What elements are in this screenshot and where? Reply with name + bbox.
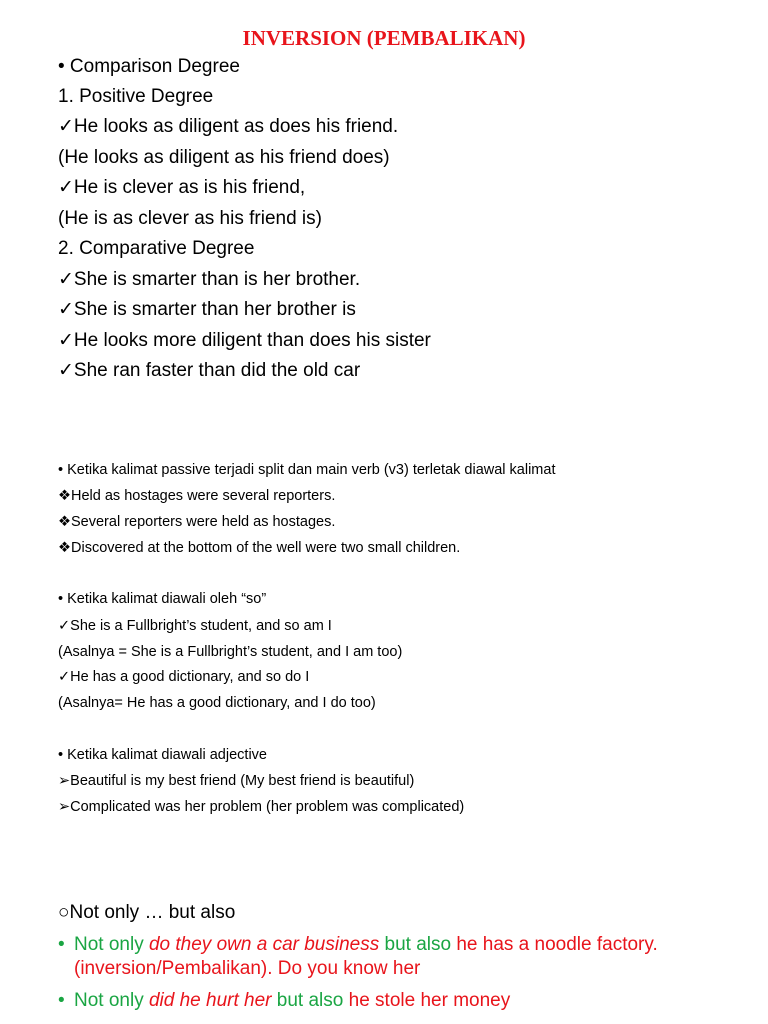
line: ➢Beautiful is my best friend (My best friend is beautiful) — [58, 773, 415, 789]
line: • Comparison Degree — [58, 56, 240, 77]
line: (Asalnya = She is a Fullbright’s student, and I am too) — [58, 644, 403, 660]
line: ➢Complicated was her problem (her problem was complicated) — [58, 799, 465, 815]
line: 1. Positive Degree — [58, 86, 214, 107]
line: ✓She is a Fullbright’s student, and so am I — [58, 618, 332, 634]
not-only-item-1-continuation: (inversion/Pembalikan). Do you know her — [74, 958, 421, 979]
line: 2. Comparative Degree — [58, 238, 255, 259]
line: ✓He is clever as is his friend, — [58, 177, 306, 198]
line: ✓She is smarter than her brother is — [58, 299, 356, 320]
line: ✓He looks as diligent as does his friend. — [58, 116, 399, 137]
not-only-item-2 — [58, 989, 510, 1013]
text-segment: did he hurt her — [148, 990, 272, 1011]
line: ✓She ran faster than did the old car — [58, 360, 361, 381]
not-only-item-1 — [58, 933, 658, 957]
page-title: INVERSION (PEMBALIKAN) — [242, 26, 526, 50]
green-bullet: • — [58, 934, 65, 955]
text-segment: he has a noodle factory. — [456, 934, 658, 955]
not-only-heading: ○Not only … but also — [58, 902, 236, 923]
line: ✓He has a good dictionary, and so do I — [58, 669, 310, 685]
text-segment: he stole her money — [348, 990, 511, 1011]
text-segment: do they own a car business — [148, 934, 380, 955]
line: ✓He looks more diligent than does his sister — [58, 330, 431, 351]
line: • Ketika kalimat passive terjadi split dan main verb (v3) terletak diawal kalimat — [58, 462, 556, 478]
text-segment: Not only — [74, 990, 149, 1011]
line: ❖Several reporters were held as hostages. — [58, 514, 336, 530]
line: (He looks as diligent as his friend does) — [58, 147, 390, 168]
text-segment: but also — [379, 934, 457, 955]
green-bullet: • — [58, 990, 65, 1011]
line: (He is as clever as his friend is) — [58, 208, 322, 229]
text-segment: but also — [271, 990, 349, 1011]
line: ❖Discovered at the bottom of the well were two small children. — [58, 540, 461, 556]
line: ❖Held as hostages were several reporters. — [58, 488, 336, 504]
line: ✓She is smarter than is her brother. — [58, 269, 361, 290]
text-segment: Not only — [74, 934, 149, 955]
line: (Asalnya= He has a good dictionary, and I do too) — [58, 695, 376, 711]
line: • Ketika kalimat diawali adjective — [58, 747, 267, 763]
line: • Ketika kalimat diawali oleh “so” — [58, 591, 267, 607]
